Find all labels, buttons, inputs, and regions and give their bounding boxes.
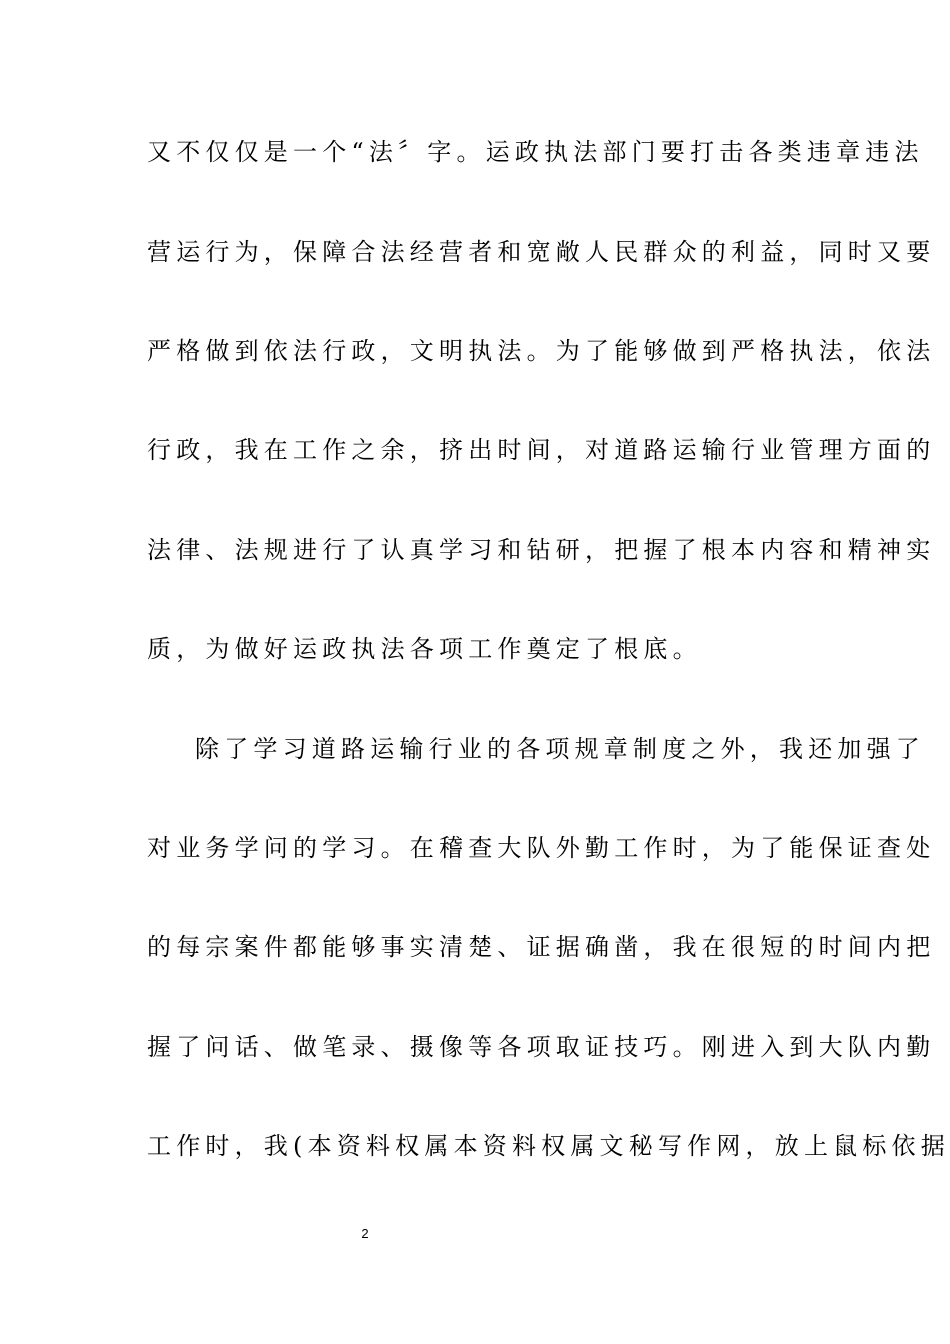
paragraph-2-line-4: 握了问话、做笔录、摄像等各项取证技巧。刚进入到大队内勤	[147, 1033, 936, 1061]
paragraph-1-line-2: 营运行为，保障合法经营者和宽敞人民群众的利益，同时又要	[147, 238, 936, 266]
paragraph-1-line-5: 法律、法规进行了认真学习和钻研，把握了根本内容和精神实	[147, 536, 936, 564]
paragraph-1-line-4: 行政，我在工作之余，挤出时间，对道路运输行业管理方面的	[147, 436, 936, 464]
paragraph-2-line-1: 除了学习道路运输行业的各项规章制度之外，我还加强了	[195, 735, 925, 763]
paragraph-2-line-3: 的每宗案件都能够事实清楚、证据确凿，我在很短的时间内把	[147, 933, 936, 961]
paragraph-1-line-1: 又不仅仅是一个“法〞字。运政执法部门要打击各类违章违法	[147, 138, 924, 166]
paragraph-2-line-2: 对业务学问的学习。在稽查大队外勤工作时，为了能保证查处	[147, 834, 936, 862]
paragraph-2-line-5: 工作时，我(本资料权属本资料权属文秘写作网，放上鼠标依据	[147, 1132, 950, 1160]
page-number: 2	[361, 1226, 369, 1241]
paragraph-1-line-6: 质，为做好运政执法各项工作奠定了根底。	[147, 635, 702, 663]
paragraph-1-line-3: 严格做到依法行政，文明执法。为了能够做到严格执法，依法	[147, 337, 936, 365]
